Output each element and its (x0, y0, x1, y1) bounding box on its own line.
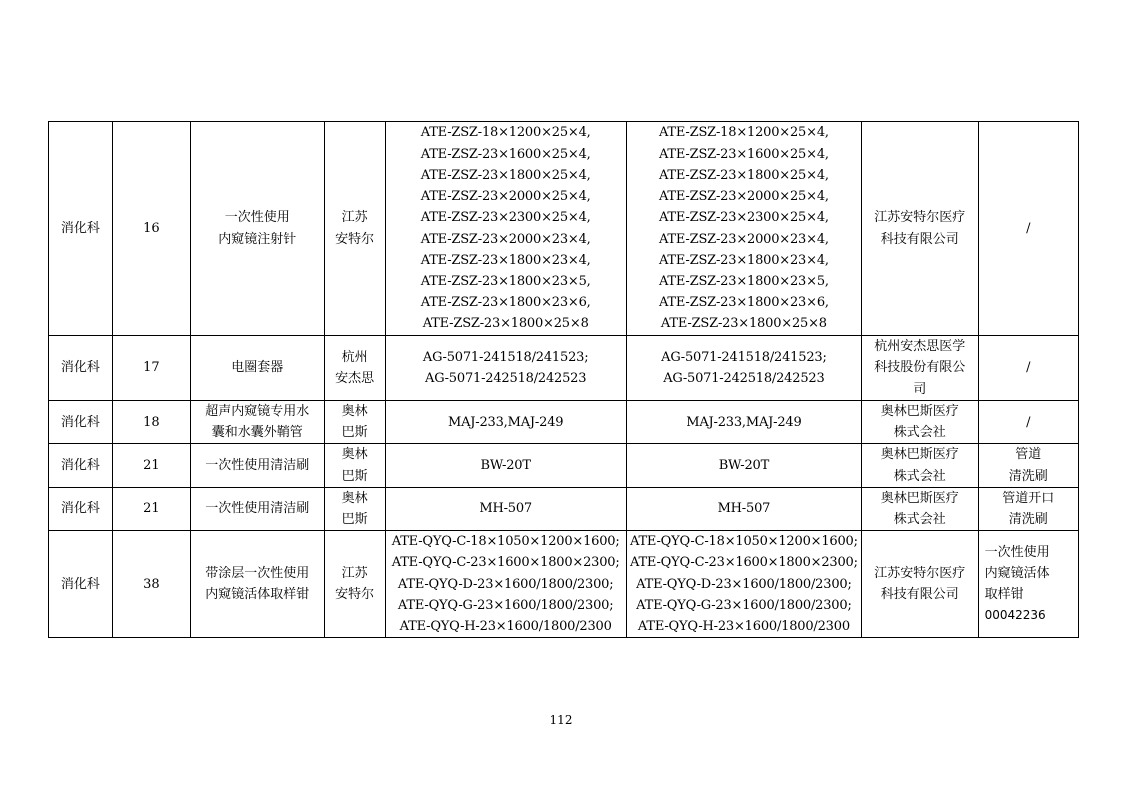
number-cell: 18 (112, 401, 190, 444)
product-name-cell: 超声内窥镜专用水 囊和水囊外鞘管 (190, 401, 324, 444)
number-cell: 21 (112, 487, 190, 530)
dept-cell: 消化科 (49, 487, 113, 530)
remark-cell: 一次性使用 内窥镜活体 取样钳 00042236 (978, 531, 1078, 638)
number-cell: 38 (112, 531, 190, 638)
table-row (49, 401, 1079, 444)
dept-cell: 消化科 (49, 444, 113, 487)
product-name-cell: 一次性使用清洁刷 (190, 487, 324, 530)
table-row (49, 122, 1079, 336)
table-row (49, 336, 1079, 401)
manufacturer-cell: 杭州安杰思医学 科技股份有限公 司 (861, 336, 978, 401)
dept-cell: 消化科 (49, 401, 113, 444)
product-name-cell: 一次性使用 内窥镜注射针 (190, 122, 324, 336)
model-spec-cell: MAJ-233,MAJ-249 (385, 401, 626, 444)
manufacturer-cell: 奥林巴斯医疗 株式会社 (861, 444, 978, 487)
remark-cell: / (978, 401, 1078, 444)
model-spec-cell: MH-507 (385, 487, 626, 530)
model-spec-cell-2: BW-20T (626, 444, 861, 487)
manufacturer-cell: 奥林巴斯医疗 株式会社 (861, 487, 978, 530)
model-spec-cell-2: ATE-ZSZ-18×1200×25×4, ATE-ZSZ-23×1600×25×4, ATE-ZSZ-23×1800×25×4, ATE-ZSZ-23×2000×25×4, ATE-ZSZ-23×2300×25×4, ATE-ZSZ-23×2000×23×4, ATE-ZSZ-23×1800×23×4, ATE-ZSZ-23×1800×23×5, ATE-ZSZ-23×1800×23×6, ATE-ZSZ-23×1800×25×8 (626, 122, 861, 336)
table-row (49, 444, 1079, 487)
product-name-cell: 一次性使用清洁刷 (190, 444, 324, 487)
dept-cell: 消化科 (49, 531, 113, 638)
number-cell: 16 (112, 122, 190, 336)
manufacturer-cell: 江苏安特尔医疗 科技有限公司 (861, 122, 978, 336)
table-row (49, 531, 1079, 638)
remark-cell: 管道开口 清洗刷 (978, 487, 1078, 530)
remark-cell: / (978, 122, 1078, 336)
manufacturer-cell: 江苏安特尔医疗 科技有限公司 (861, 531, 978, 638)
brand-cell: 奥林 巴斯 (324, 487, 385, 530)
model-spec-cell-2: MH-507 (626, 487, 861, 530)
brand-cell: 奥林 巴斯 (324, 401, 385, 444)
brand-cell: 奥林 巴斯 (324, 444, 385, 487)
table-row (49, 487, 1079, 530)
model-spec-cell-2: MAJ-233,MAJ-249 (626, 401, 861, 444)
number-cell: 17 (112, 336, 190, 401)
model-spec-cell: AG-5071-241518/241523; AG-5071-242518/242523 (385, 336, 626, 401)
model-spec-cell: ATE-QYQ-C-18×1050×1200×1600; ATE-QYQ-C-23×1600×1800×2300; ATE-QYQ-D-23×1600/1800/2300; ATE-QYQ-G-23×1600/1800/2300; ATE-QYQ-H-23×1600/1800/2300 (385, 531, 626, 638)
model-spec-cell: BW-20T (385, 444, 626, 487)
model-spec-cell-2: AG-5071-241518/241523; AG-5071-242518/242523 (626, 336, 861, 401)
remark-cell: / (978, 336, 1078, 401)
dept-cell: 消化科 (49, 336, 113, 401)
manufacturer-cell: 奥林巴斯医疗 株式会社 (861, 401, 978, 444)
product-name-cell: 电圈套器 (190, 336, 324, 401)
brand-cell: 杭州 安杰思 (324, 336, 385, 401)
product-table (48, 121, 1079, 638)
model-spec-cell: ATE-ZSZ-18×1200×25×4, ATE-ZSZ-23×1600×25×4, ATE-ZSZ-23×1800×25×4, ATE-ZSZ-23×2000×25×4, ATE-ZSZ-23×2300×25×4, ATE-ZSZ-23×2000×23×4, ATE-ZSZ-23×1800×23×4, ATE-ZSZ-23×1800×23×5, ATE-ZSZ-23×1800×23×6, ATE-ZSZ-23×1800×25×8 (385, 122, 626, 336)
brand-cell: 江苏 安特尔 (324, 122, 385, 336)
table-body (49, 122, 1079, 638)
model-spec-cell-2: ATE-QYQ-C-18×1050×1200×1600; ATE-QYQ-C-23×1600×1800×2300; ATE-QYQ-D-23×1600/1800/2300; ATE-QYQ-G-23×1600/1800/2300; ATE-QYQ-H-23×1600/1800/2300 (626, 531, 861, 638)
product-name-cell: 带涂层一次性使用 内窥镜活体取样钳 (190, 531, 324, 638)
dept-cell: 消化科 (49, 122, 113, 336)
remark-cell: 管道 清洗刷 (978, 444, 1078, 487)
number-cell: 21 (112, 444, 190, 487)
brand-cell: 江苏 安特尔 (324, 531, 385, 638)
page-number: 112 (549, 713, 573, 727)
